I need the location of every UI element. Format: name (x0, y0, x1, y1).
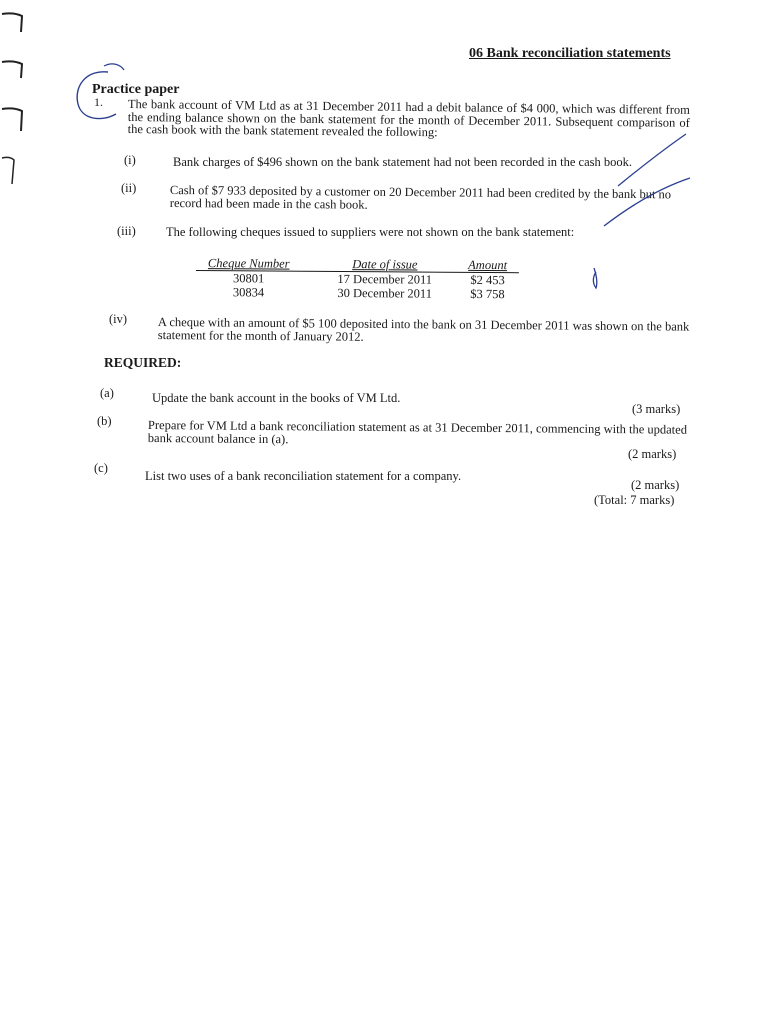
part-label: (b) (97, 414, 112, 428)
table-cell: 17 December 2011 (337, 271, 433, 287)
item-text: Cash of $7 933 deposited by a customer on 20 December 2011 had been credited by the bank but no record had been made in the cash book. (169, 183, 672, 212)
marks-label: (2 marks) (628, 447, 677, 461)
marks-label: (3 marks) (632, 402, 681, 416)
table-cell: $3 758 (470, 286, 505, 302)
pen-b-mark (593, 268, 596, 288)
total-marks-label: (Total: 7 marks) (594, 493, 675, 507)
section-header: 06 Bank reconciliation statements (469, 46, 671, 61)
question-number: 1. (94, 95, 103, 109)
table-row (196, 285, 519, 301)
part-text: Prepare for VM Ltd a bank reconciliation statement as at 31 December 2011, commencing with the updated bank account balance in (a). (147, 418, 688, 447)
item-label: (iii) (117, 224, 136, 238)
binder-hole-mark (0, 10, 24, 30)
item-text: The following cheques issued to suppliers were not shown on the bank statement: (166, 225, 575, 239)
item-label: (i) (124, 153, 136, 167)
binder-hole-mark (0, 56, 24, 76)
item-label: (iv) (109, 312, 128, 326)
part-label: (a) (100, 386, 114, 400)
column-header: Cheque Number (196, 257, 302, 271)
cheque-table (196, 257, 519, 301)
binder-hole-mark (0, 152, 24, 172)
table-cell: 30 December 2011 (337, 285, 433, 301)
question-intro: The bank account of VM Ltd as at 31 December 2011 had a debit balance of $4 000, which was different from the ending balance shown on the bank statement for the month of December 2011. Subsequent comparison of the cash book with the bank statement revealed the following: (127, 97, 690, 140)
table-cell: 30801 (232, 271, 265, 286)
required-heading: REQUIRED: (104, 355, 182, 370)
column-header: Date of issue (301, 258, 444, 272)
part-label: (c) (94, 461, 108, 475)
practice-paper-title: Practice paper (92, 82, 180, 97)
part-text: Update the bank account in the books of VM Ltd. (152, 391, 401, 405)
item-text: Bank charges of $496 shown on the bank statement had not been recorded in the cash book. (173, 155, 633, 169)
item-text: A cheque with an amount of $5 100 deposited into the bank on 31 December 2011 was shown on the bank statement for the month of January 2012. (157, 315, 690, 344)
item-label: (ii) (121, 181, 137, 195)
table-cell: $2 453 (470, 272, 505, 288)
marks-label: (2 marks) (631, 478, 680, 492)
column-header: Amount (444, 259, 519, 273)
part-text: List two uses of a bank reconciliation statement for a company. (145, 469, 462, 483)
table-cell: 30834 (232, 285, 265, 300)
binder-hole-mark (0, 103, 24, 123)
pen-circle-mark (104, 64, 124, 70)
